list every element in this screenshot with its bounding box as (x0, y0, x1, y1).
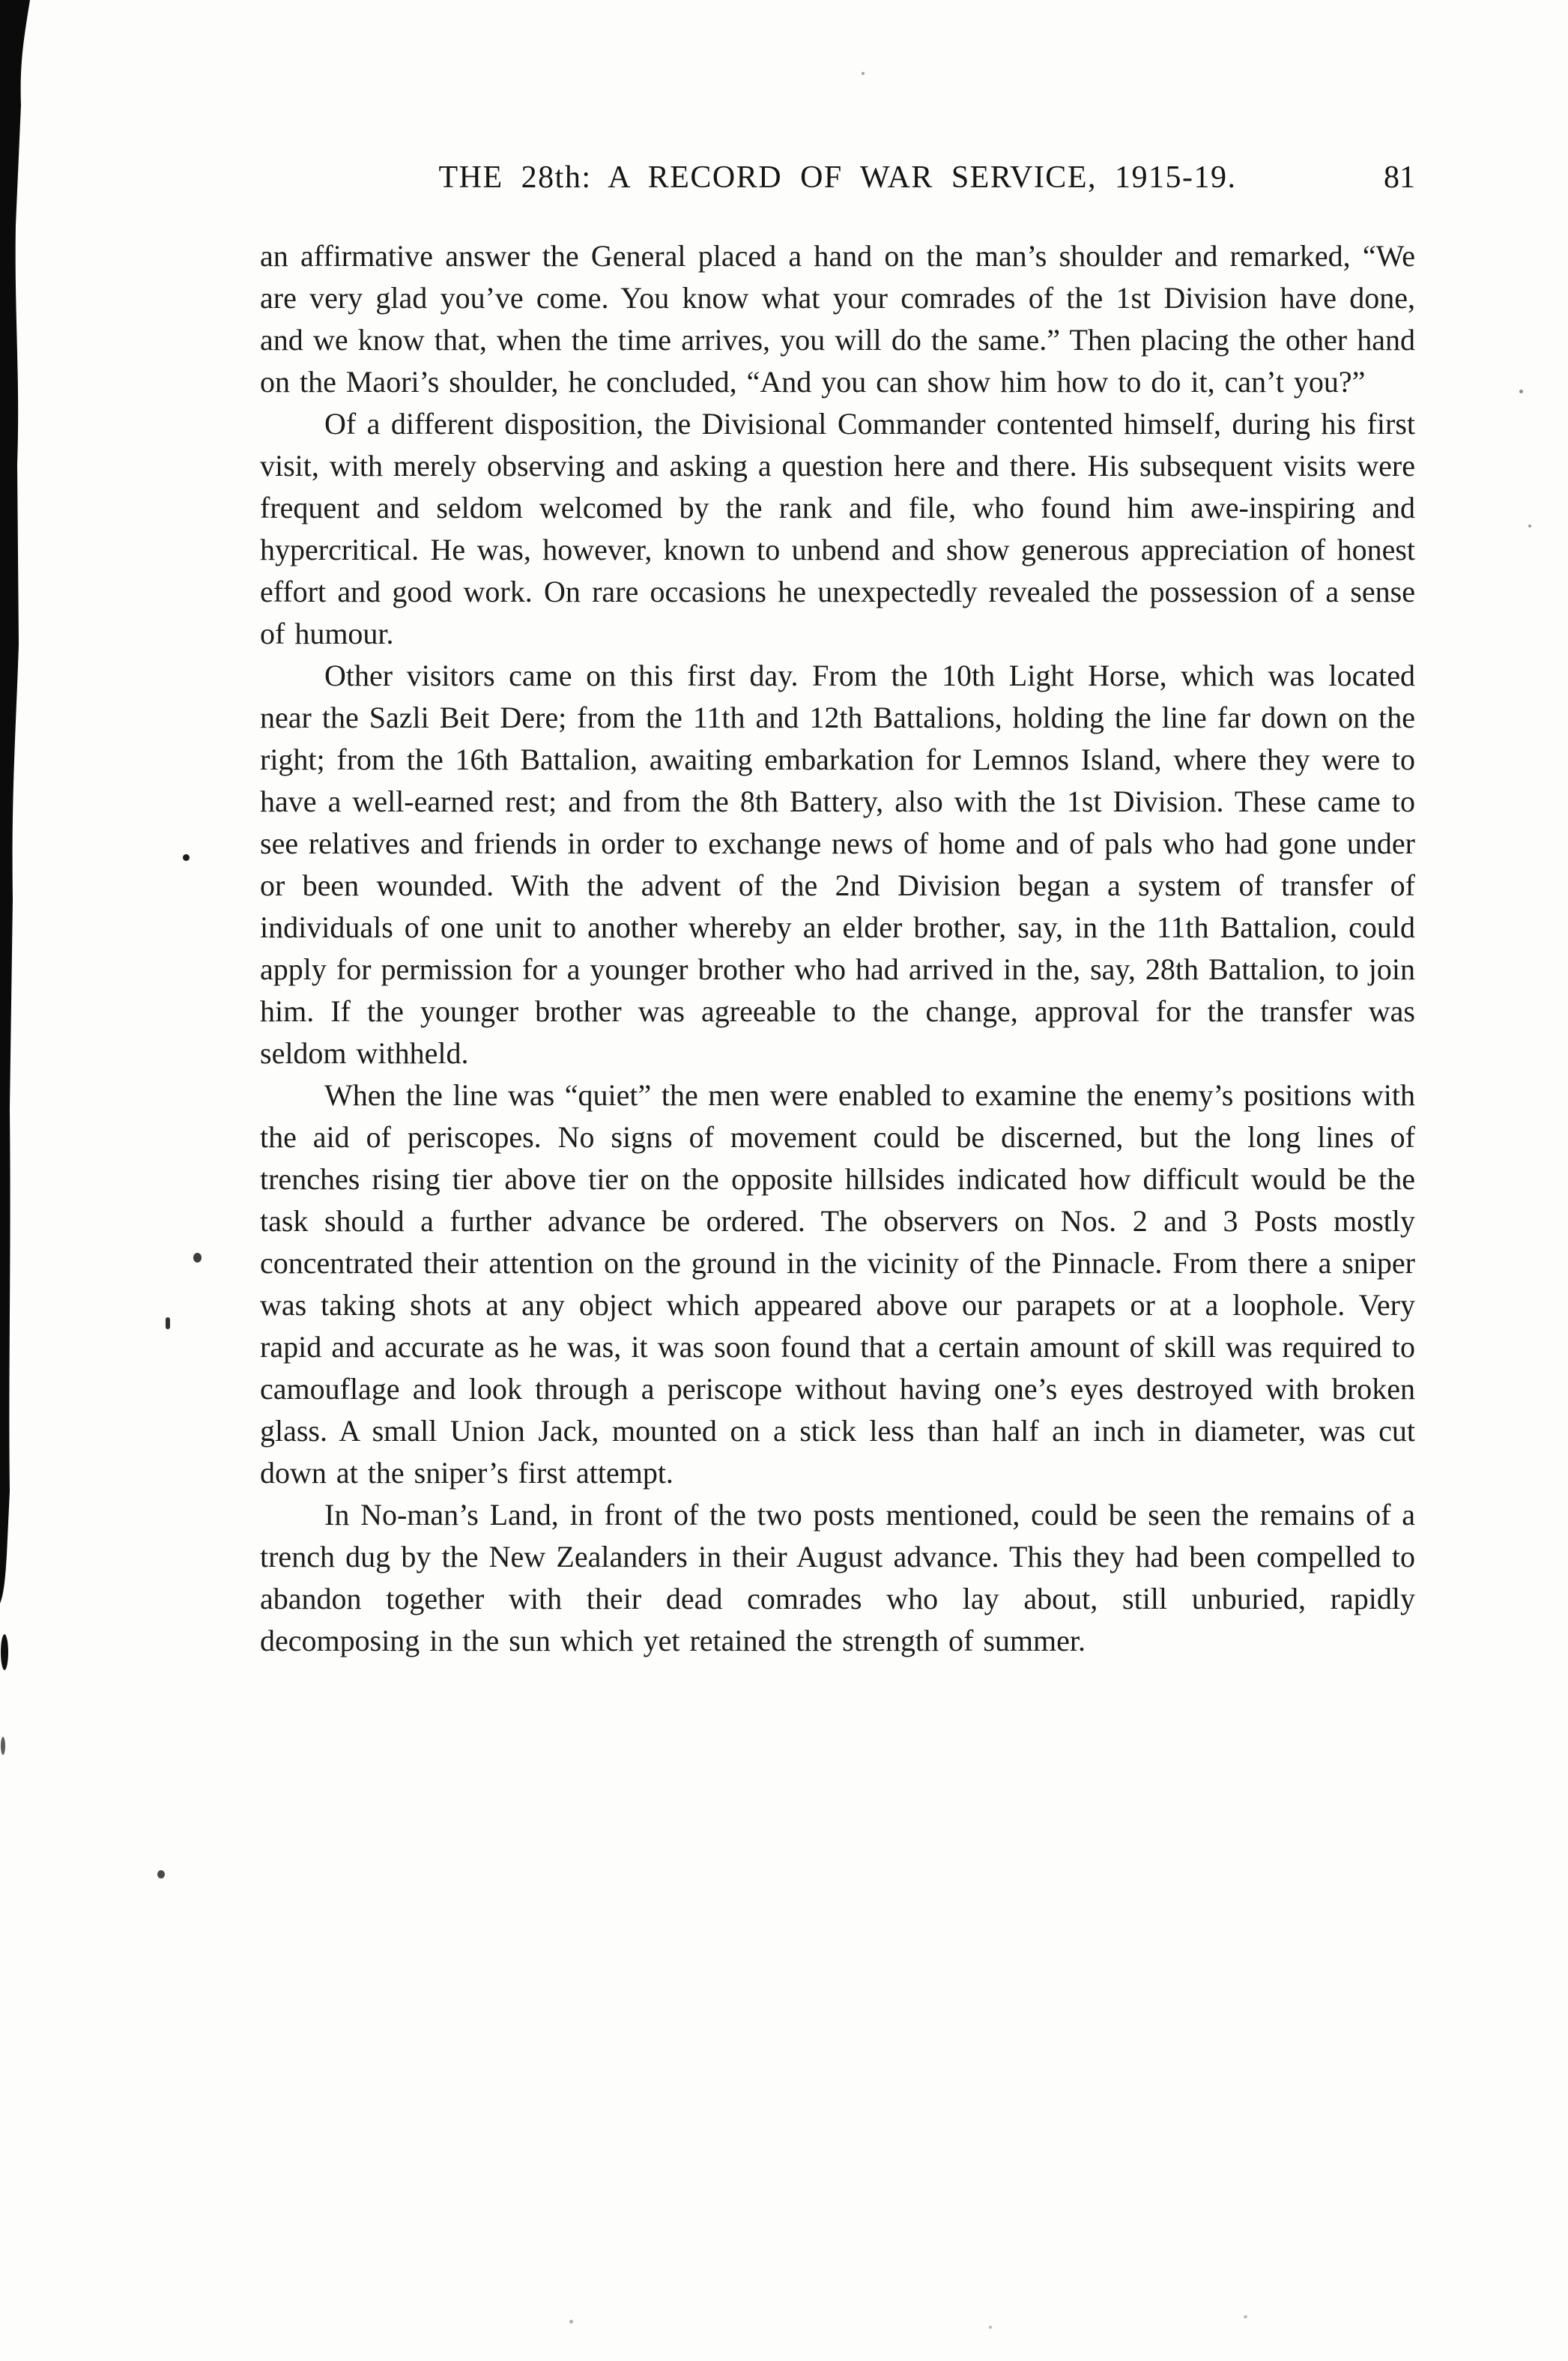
scan-speck (183, 854, 190, 861)
page-header (260, 159, 1415, 196)
scan-edge-artifact (0, 0, 33, 2361)
scan-speck (989, 2326, 992, 2329)
scan-speck (166, 1317, 170, 1329)
paragraph: Other visitors came on this first day. From the 10th Light Horse, which was located near the Sazli Beit Dere; from the 11th and 12th Battalions, holding the line far down on the right; from the 16th Battalion, awaiting embarkation for Lemnos Island, where they were to have a well-earned rest; and from the 8th Battery, also with the 1st Division. These came to see relatives and friends in order to exchange news of home and of pals who had gone under or been wounded. With the advent of the 2nd Division began a system of transfer of individuals of one unit to another whereby an elder brother, say, in the 11th Battalion, could apply for permission for a younger brother who had arrived in the, say, 28th Battalion, to join him. If the younger brother was agreeable to the change, approval for the transfer was seldom withheld. (260, 659, 1415, 1070)
scan-speck (157, 1870, 165, 1878)
scan-speck (1519, 390, 1523, 393)
paragraph: In No-man’s Land, in front of the two posts mentioned, could be seen the remains of a trench dug by the New Zealanders in their August advance. This they had been compelled to abandon together with their dead comrades who lay about, still unburied, rapidly decomposing in the sun which yet retained the strength of summer. (260, 1498, 1415, 1657)
page-number: 81 (1384, 160, 1415, 195)
scan-speck (1528, 525, 1531, 527)
page-content (260, 159, 1415, 1662)
paragraph: Of a different disposition, the Divisional Commander contented himself, during his first visit, with merely observing and asking a question here and there. His subsequent visits were frequent and seldom welcomed by the rank and file, who found him awe-inspiring and hypercritical. He was, however, known to unbend and show generous appreciation of honest effort and good work. On rare occasions he unexpectedly revealed the possession of a sense of humour. (260, 407, 1415, 650)
scan-speck (1244, 2315, 1247, 2318)
scan-speck (193, 1253, 202, 1263)
scan-speck (862, 72, 865, 75)
scan-speck (569, 2320, 573, 2324)
paragraph: When the line was “quiet” the men were enabled to examine the enemy’s positions with the aid of periscopes. No signs of movement could be discerned, but the long lines of trenches rising tier above tier on the opposite hillsides indicated how difficult would be the task should a further advance be ordered. The observers on Nos. 2 and 3 Posts mostly concentrated their attention on the ground in the vicinity of the Pinnacle. From there a sniper was taking shots at any object which appeared above our parapets or at a loophole. Very rapid and accurate as he was, it was soon found that a certain amount of skill was required to camouflage and look through a periscope without having one’s eyes destroyed with broken glass. A small Union Jack, mounted on a stick less than half an inch in diameter, was cut down at the sniper’s first attempt. (260, 1078, 1415, 1490)
paragraph: an affirmative answer the General placed a hand on the man’s shoulder and remarked, “We are very glad you’ve come. You know what your comrades of the 1st Division have done, and we know that, when the time arrives, you will do the same.” Then placing the other hand on the Maori’s shoulder, he concluded, “And you can show him how to do it, can’t you?” (260, 239, 1415, 399)
page-title: THE 28th: A RECORD OF WAR SERVICE, 1915-19. (438, 160, 1237, 195)
